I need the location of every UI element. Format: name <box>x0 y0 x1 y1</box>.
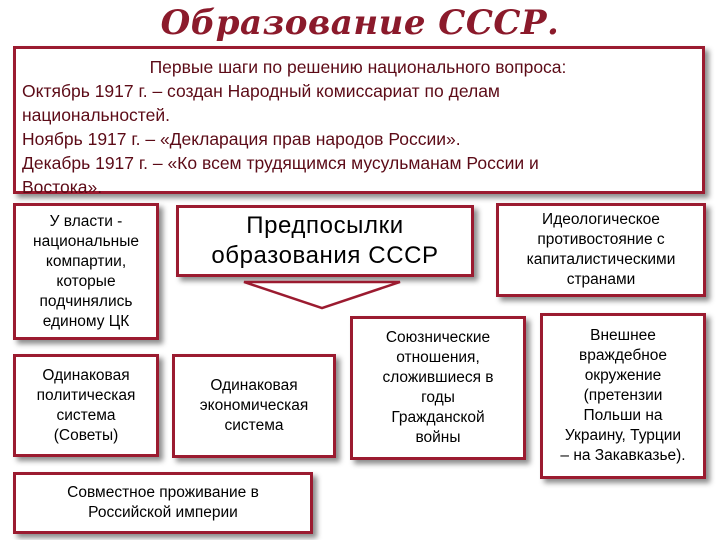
box-line: система <box>56 406 116 424</box>
first-steps-box <box>13 46 705 197</box>
prerequisites-box <box>176 205 474 277</box>
first-steps-line: Декабрь 1917 г. – «Ко всем трудящимся мусульманам России и <box>22 153 539 173</box>
first-steps-line: Октябрь 1917 г. – создан Народный комиссариат по делам <box>22 81 500 101</box>
box-line: система <box>224 417 284 434</box>
box-line: Внешнее <box>590 327 656 344</box>
box-line: У власти - <box>49 212 123 230</box>
prerequisites-line: Предпосылки <box>246 212 404 239</box>
box-line: (претензии <box>583 387 663 404</box>
political-system-box <box>13 354 159 457</box>
box-line: – на Закавказье). <box>560 447 686 464</box>
box-line: отношения, <box>396 349 480 366</box>
box-line: Идеологическое <box>542 211 660 228</box>
box-line: Российской империи <box>88 504 238 521</box>
box-line: Польши на <box>583 407 663 424</box>
first-steps-heading: Первые шаги по решению национального вопроса: <box>149 57 567 77</box>
party-power-box <box>13 203 159 340</box>
box-line: капиталистическими <box>526 251 676 268</box>
box-line: (Советы) <box>53 426 119 444</box>
box-line: Одинаковая <box>210 377 298 394</box>
box-line: которые <box>56 272 116 290</box>
box-line: Совместное проживание в <box>67 484 259 501</box>
box-line: компартии, <box>45 252 127 270</box>
cohabitation-box <box>13 472 313 534</box>
box-line: Украину, Турции <box>564 427 682 444</box>
first-steps-line: национальностей. <box>22 105 170 125</box>
box-line: Союзнические <box>385 329 491 346</box>
box-line: подчинялись <box>39 292 133 310</box>
box-line: экономическая <box>199 397 309 414</box>
box-line: политическая <box>36 386 136 404</box>
box-line: Одинаковая <box>42 366 130 384</box>
box-line: единому ЦК <box>42 312 130 330</box>
box-line: войны <box>415 429 461 446</box>
box-line: Гражданской <box>391 409 485 426</box>
economic-system-box <box>172 354 336 458</box>
first-steps-line: Ноябрь 1917 г. – «Декларация прав народов России». <box>22 129 461 149</box>
box-line: враждебное <box>578 347 667 364</box>
prerequisites-line: образования СССР <box>211 242 439 269</box>
box-line: противостояние с <box>537 231 665 248</box>
first-steps-line: Востока». <box>22 177 103 197</box>
box-line: окружение <box>584 367 662 384</box>
box-line: странами <box>566 271 636 288</box>
page-title: Образование СССР. <box>160 3 560 43</box>
box-line: национальные <box>33 232 139 250</box>
box-line: годы <box>421 389 455 406</box>
box-line: сложившиеся в <box>382 369 494 386</box>
down-arrow-icon <box>242 280 402 310</box>
allied-relations-box <box>350 316 526 460</box>
external-hostility-box <box>540 313 706 479</box>
ideological-box <box>496 203 706 297</box>
